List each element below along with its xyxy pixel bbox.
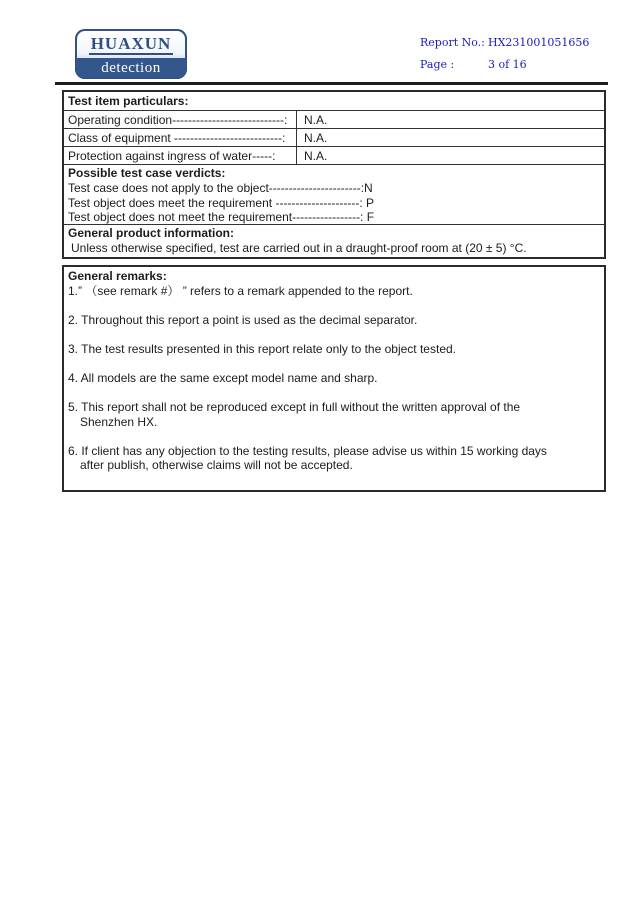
remark-item [68,342,600,357]
general-remarks-box [62,265,606,492]
test-item-particulars-table [62,90,606,259]
header-double-rule [55,82,608,85]
remark-line: 3. The test results presented in this report relate only to the object tested. [68,342,456,356]
logo-detection-text: detection [101,60,161,76]
row-label: Operating condition----------------------------: [64,111,297,128]
huaxun-logo [75,29,187,79]
verdict-line: Test case does not apply to the object-----------------------:N [68,181,373,195]
remarks-title: General remarks: [68,269,167,283]
product-info-title: General product information: [68,226,235,240]
page-label: Page : [420,58,455,71]
remark-item [68,444,600,473]
row-value: N.A. [304,131,328,145]
remark-line: 1.” （see remark #） ” refers to a remark appended to the report. [68,284,413,298]
verdicts-section [64,165,604,225]
remark-line-continuation: Shenzhen HX. [80,414,158,429]
particulars-title: Test item particulars: [64,92,604,111]
verdict-line: Test object does meet the requirement ---------------------: P [68,195,375,210]
remark-item [68,371,600,386]
report-no-label: Report No.: [420,36,485,49]
row-label: Class of equipment ---------------------------: [64,129,297,146]
table-row [64,147,604,165]
remark-item [68,284,600,299]
verdicts-title: Possible test case verdicts: [68,166,226,180]
remark-line: 5. This report shall not be reproduced except in full without the written approval of the [68,400,521,414]
remark-item [68,313,600,328]
row-value: N.A. [304,113,328,127]
remark-line: 6. If client has any objection to the testing results, please advise us within 15 working days [68,443,547,458]
remark-line: 4. All models are the same except model name and sharp. [68,371,378,385]
product-info-section [64,225,604,257]
header-meta [420,36,589,80]
page-value: 3 of 16 [488,58,527,71]
row-label: Protection against ingress of water-----: [64,147,297,164]
logo-huaxun-text: HUAXUN [90,33,172,53]
row-value: N.A. [304,149,328,163]
remark-item [68,400,600,429]
verdict-line: Test object does not meet the requirement-----------------: F [68,210,375,224]
report-no-row [420,36,589,58]
logo-top-panel [77,31,185,58]
table-row [64,129,604,147]
remark-line-continuation: after publish, otherwise claims will not be accepted. [80,458,353,472]
page-row [420,58,589,80]
remark-line: 2. Throughout this report a point is used as the decimal separator. [68,313,418,327]
product-info-line: Unless otherwise specified, test are carried out in a draught-proof room at (20 ± 5) °C. [71,241,527,255]
table-row [64,111,604,129]
report-no-value: HX231001051656 [488,36,590,49]
